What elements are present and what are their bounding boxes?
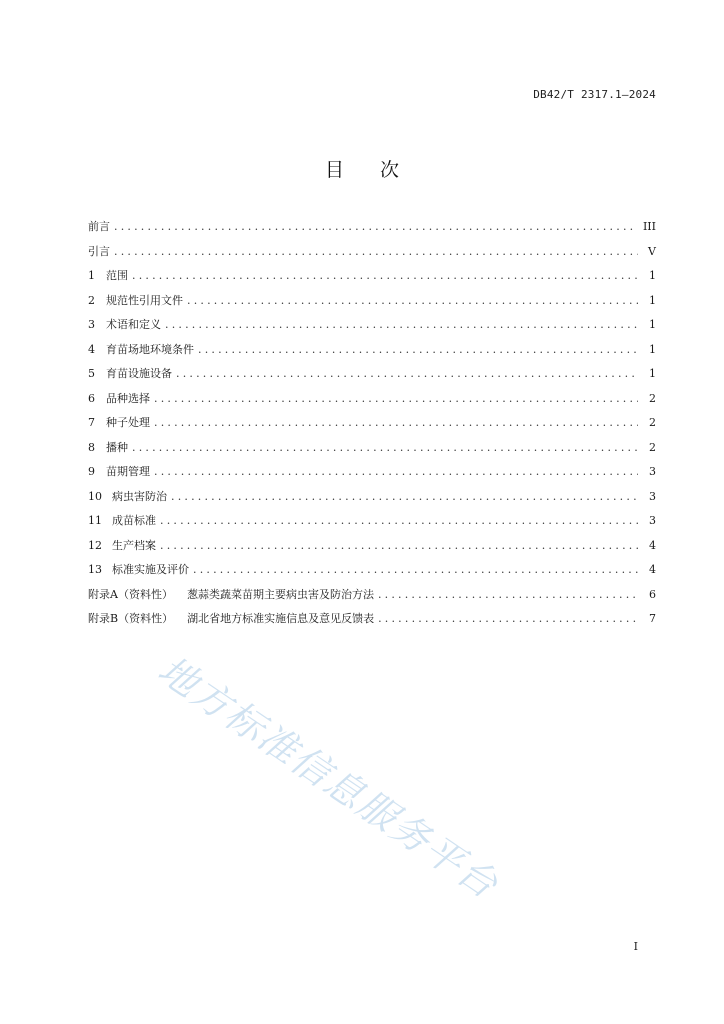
toc-entry-1[interactable] [88,267,656,292]
toc-entry-8[interactable] [88,439,656,464]
toc-entry-number: 4 [88,342,95,356]
toc-entry-number: 2 [88,293,95,307]
page-number: I [633,940,638,953]
toc-entry-page: 1 [649,318,656,331]
toc-entry-label: 术语和定义 [106,318,161,331]
toc-entry-number: 11 [88,514,102,527]
toc-leader-dots [132,441,638,454]
toc-entry-label: 前言 [88,220,110,233]
toc-entry-4[interactable] [88,341,656,366]
toc-entry-introduction[interactable] [88,243,656,268]
toc-entry-label: 种子处理 [106,416,150,429]
toc-entry-label: 标准实施及评价 [112,563,189,576]
toc-leader-dots [378,612,638,625]
toc-entry-6[interactable] [88,390,656,415]
toc-entry-number: 9 [88,465,95,478]
toc-entry-12[interactable] [88,537,656,562]
toc-entry-page: 4 [649,563,656,576]
toc-entry-number: 10 [88,489,102,503]
toc-leader-dots [165,318,638,331]
toc-leader-dots [187,294,638,307]
toc-entry-3[interactable] [88,316,656,341]
toc-entry-label: 苗期管理 [106,465,150,478]
toc-leader-dots [176,367,638,380]
toc-entry-label: 病虫害防治 [112,489,167,503]
toc-entry-label: 品种选择 [106,391,150,405]
toc-entry-page: 3 [649,465,656,478]
document-id: DB42/T 2317.1—2024 [533,88,656,101]
toc-entry-page: 4 [649,538,656,552]
toc-entry-page: 1 [649,367,656,380]
toc-leader-dots [160,514,638,527]
toc-entry-2[interactable] [88,292,656,317]
toc-entry-page: 2 [649,391,656,405]
toc-appendix-title: 湖北省地方标准实施信息及意见反馈表 [187,612,375,625]
toc-leader-dots [132,269,638,282]
toc-title: 目次 [324,159,435,181]
toc-entry-appendix-a[interactable] [88,586,656,611]
toc-appendix-label: 附录A（资料性） [88,587,173,601]
toc-leader-dots [160,539,638,552]
toc-leader-dots [154,416,638,429]
toc-entry-page: 7 [649,612,656,625]
toc-entry-page: 2 [649,440,656,454]
toc-entry-page: 2 [649,416,656,429]
toc-entry-label: 育苗场地环境条件 [106,342,194,356]
toc-entry-number: 5 [88,367,95,380]
toc-leader-dots [193,563,638,576]
toc-entry-10[interactable] [88,488,656,513]
toc-entry-label: 成苗标准 [112,514,156,527]
toc-leader-dots [154,392,638,405]
toc-leader-dots [171,490,638,503]
toc-entry-number: 1 [88,269,95,282]
toc-entry-label: 播种 [106,440,128,454]
toc-entry-label: 引言 [88,244,110,258]
toc-leader-dots [378,588,638,601]
toc-entry-page: 1 [649,269,656,282]
toc-entry-7[interactable] [88,414,656,439]
toc-entry-number: 3 [88,318,95,331]
toc-entry-page: 6 [649,587,656,601]
toc-entry-9[interactable] [88,463,656,488]
toc-appendix-title: 葱蒜类蔬菜苗期主要病虫害及防治方法 [186,587,374,601]
toc-entry-11[interactable] [88,512,656,537]
toc-entry-page: 3 [649,514,656,527]
toc-entry-number: 13 [88,563,102,576]
toc-entry-page: 1 [649,342,656,356]
toc-entry-number: 7 [88,416,95,429]
toc-entry-number: 6 [88,391,95,405]
toc-entry-label: 规范性引用文件 [106,293,183,307]
watermark: 地方标准信息服务平台 [150,647,507,908]
toc-entry-number: 8 [88,440,95,454]
toc-entry-label: 生产档案 [112,538,156,552]
toc-entry-appendix-b[interactable] [88,610,656,635]
toc-leader-dots [154,465,638,478]
toc-leader-dots [114,245,638,258]
toc-entry-number: 12 [88,538,102,552]
toc-entry-label: 育苗设施设备 [106,367,172,380]
toc-entry-page: 3 [649,489,656,503]
toc-entry-page: V [648,244,656,258]
toc-appendix-label: 附录B（资料性） [88,612,174,625]
toc-list [88,218,656,635]
toc-entry-5[interactable] [88,365,656,390]
toc-leader-dots [114,220,637,233]
toc-leader-dots [198,343,638,356]
toc-entry-page: 1 [649,293,656,307]
toc-entry-13[interactable] [88,561,656,586]
toc-entry-foreword[interactable] [88,218,656,243]
toc-entry-page: III [642,220,656,233]
toc-entry-label: 范围 [106,269,128,282]
